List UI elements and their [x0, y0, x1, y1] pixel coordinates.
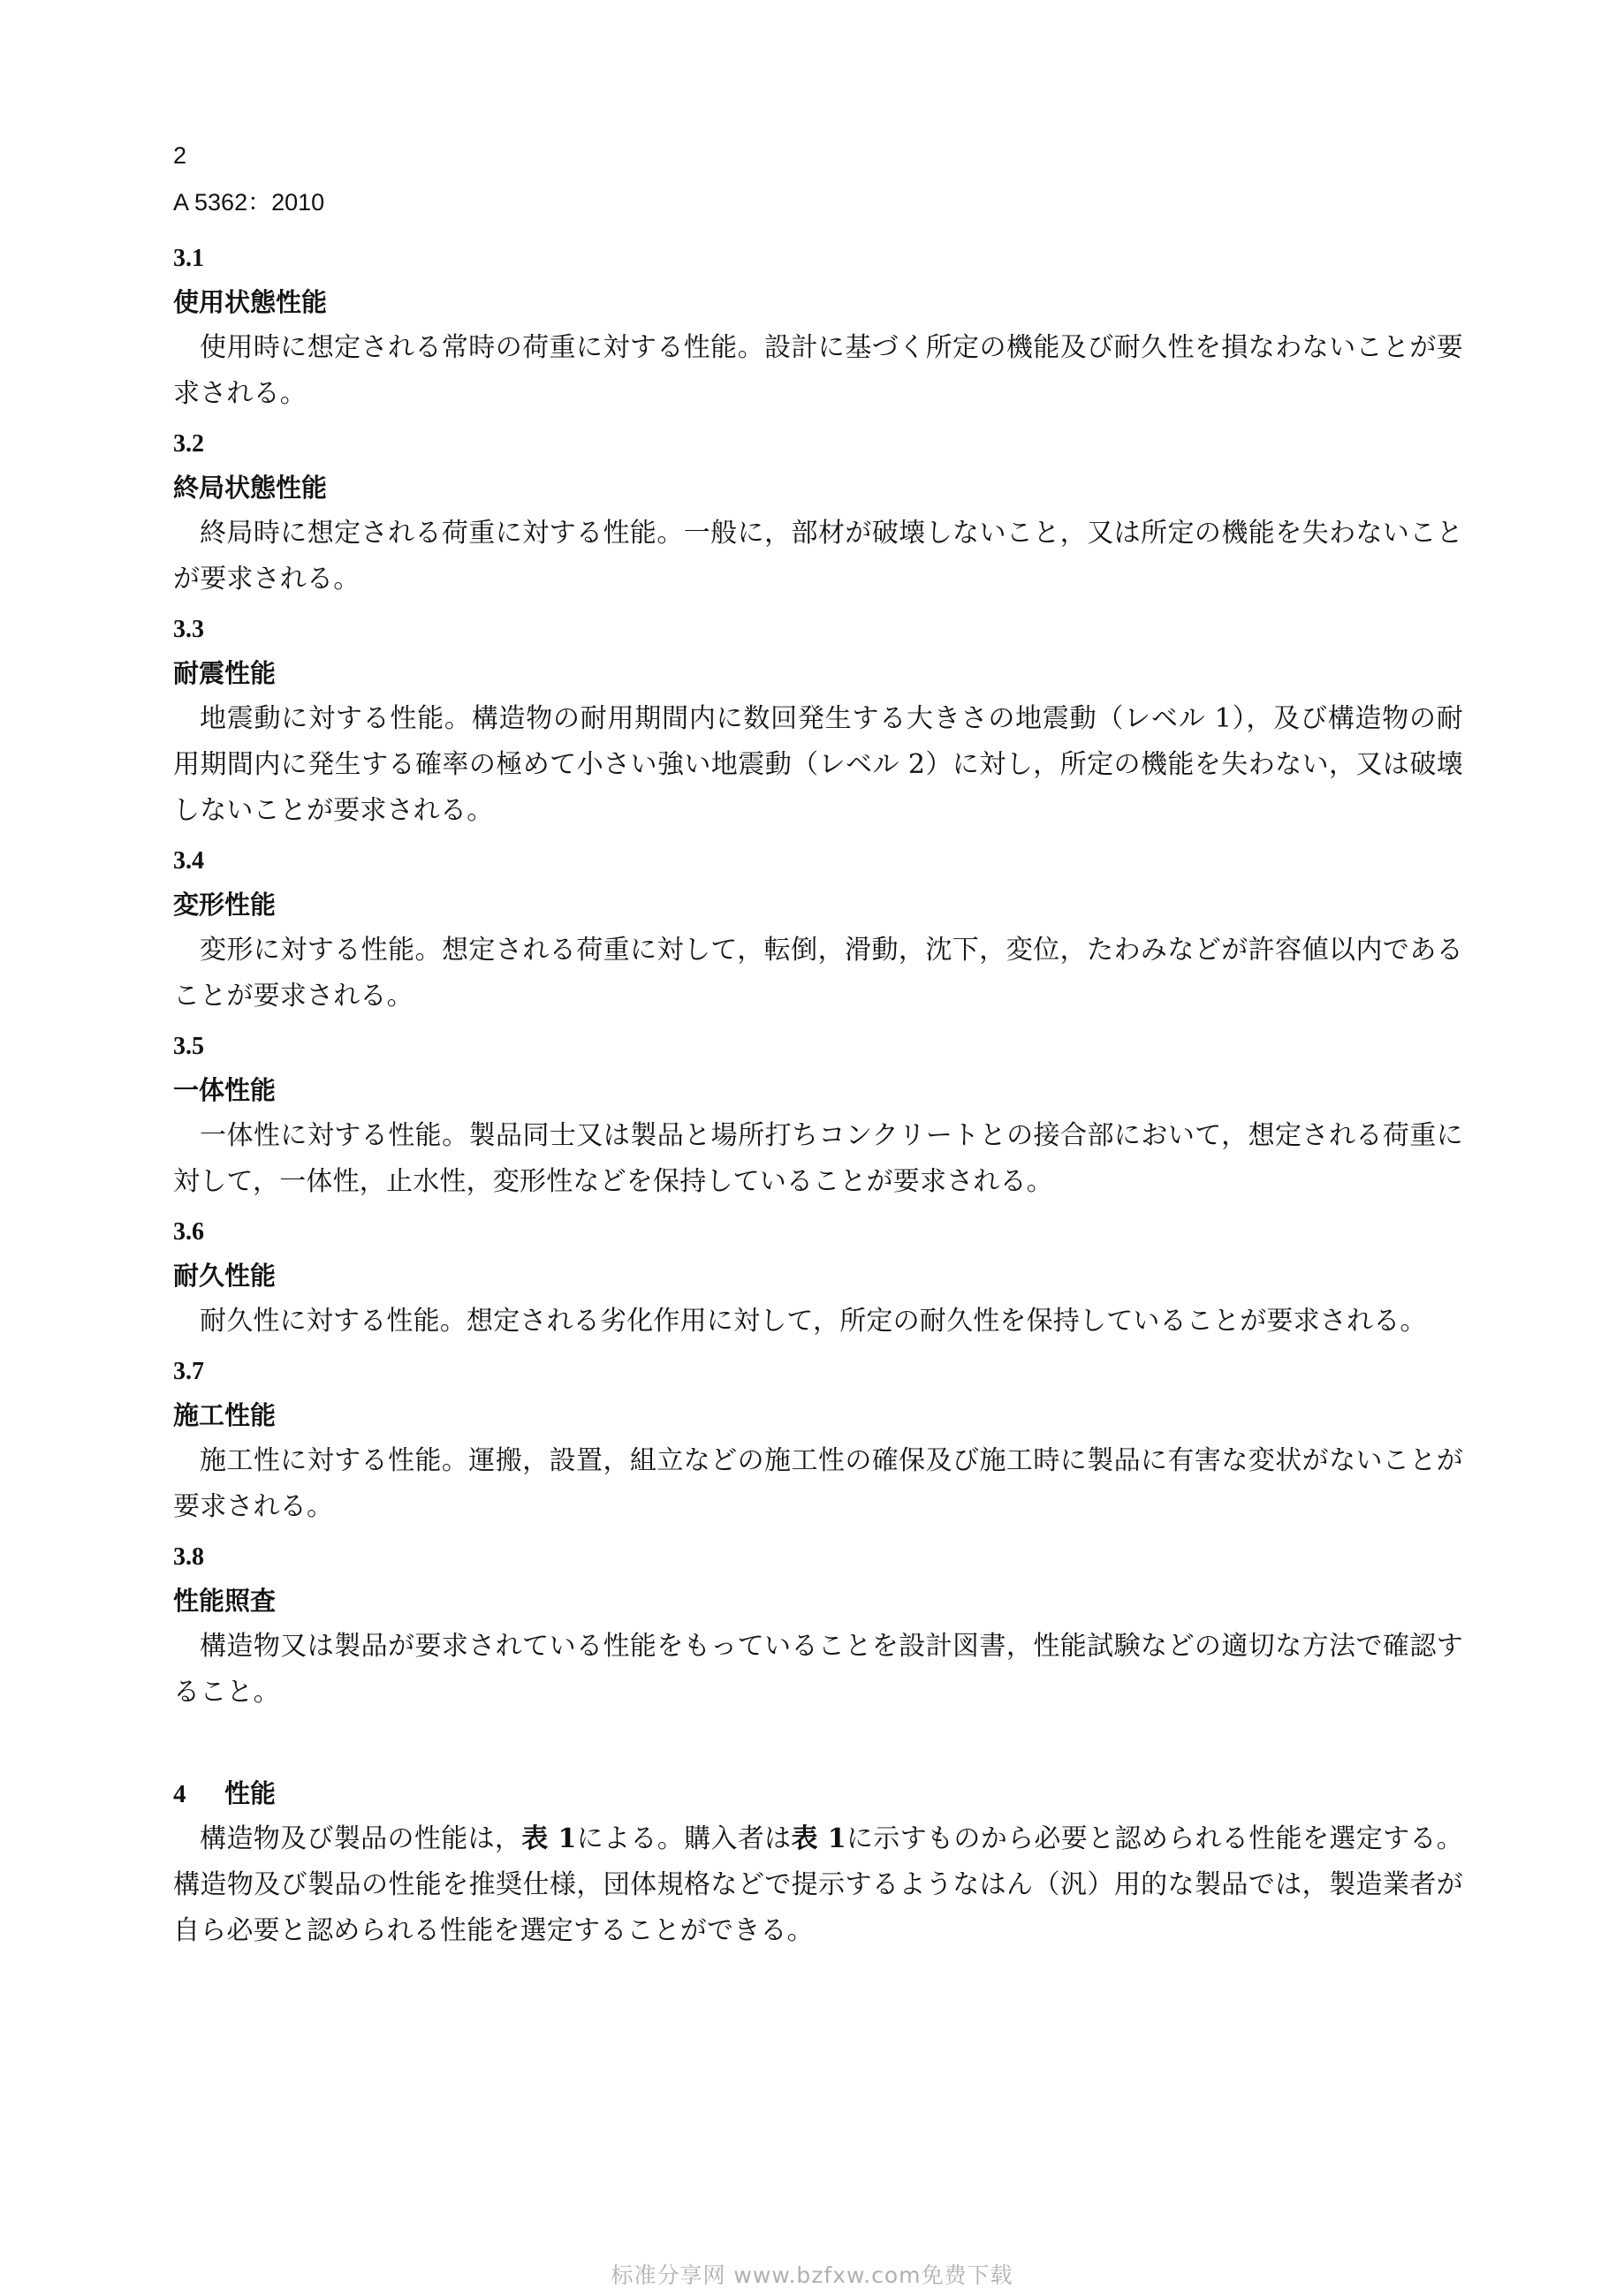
- section-body: 施工性に対する性能。運搬，設置，組立などの施工性の確保及び施工時に製品に有害な変状がないことが要求される。: [173, 1445, 1463, 1522]
- section-number: 3.1: [173, 245, 204, 272]
- clause-body-part2: による。購入者は: [576, 1823, 792, 1854]
- page-header: [173, 133, 324, 226]
- section-number: 3.8: [173, 1543, 204, 1571]
- section-title: 一体性能: [173, 1075, 277, 1105]
- section-title: 性能照査: [173, 1586, 277, 1616]
- clause-title: 性能: [224, 1778, 277, 1808]
- section-body: 使用時に想定される常時の荷重に対する性能。設計に基づく所定の機能及び耐久性を損なわないことが要求される。: [173, 332, 1463, 409]
- page-content: [173, 231, 1463, 1954]
- table-reference: 表 1: [521, 1823, 577, 1854]
- section-number: 3.7: [173, 1358, 204, 1385]
- section-3-5: [173, 1027, 1463, 1205]
- section-number: 3.6: [173, 1218, 204, 1246]
- section-title: 耐震性能: [173, 658, 277, 688]
- clause-body: [173, 1816, 1463, 1954]
- section-number: 3.5: [173, 1033, 204, 1060]
- section-3-2: [173, 424, 1463, 602]
- section-body: 終局時に想定される荷重に対する性能。一般に，部材が破壊しないこと，又は所定の機能を失わないことが要求される。: [173, 518, 1463, 595]
- section-title: 使用状態性能: [173, 287, 328, 317]
- section-3-1: [173, 239, 1463, 417]
- footer-watermark: 标准分享网 www.bzfxw.com免费下载: [611, 2262, 1013, 2288]
- section-3-4: [173, 841, 1463, 1019]
- section-number: 3.3: [173, 616, 204, 643]
- section-3-6: [173, 1212, 1463, 1345]
- section-number: 3.4: [173, 847, 204, 875]
- section-body: 耐久性に対する性能。想定される劣化作用に対して，所定の耐久性を保持していることが要求される。: [200, 1306, 1427, 1337]
- page-number: 2: [173, 142, 187, 169]
- clause-body-part3: に示すものから必要と認められる性能を選定する。構造物及び製品の性能を推奨仕様，団体規格などで提示するようなはん（汎）用的な製品では，製造業者が自ら必要と認められる性能を選定することができる。: [173, 1823, 1463, 1946]
- section-3-7: [173, 1352, 1463, 1530]
- section-title: 施工性能: [173, 1400, 277, 1430]
- table-reference: 表 1: [791, 1823, 846, 1854]
- clause-heading: [173, 1770, 1463, 1816]
- section-number: 3.2: [173, 430, 204, 458]
- section-title: 変形性能: [173, 890, 277, 920]
- clause-4: [173, 1770, 1463, 1954]
- section-title: 終局状態性能: [173, 473, 328, 503]
- clause-number: 4: [173, 1780, 186, 1808]
- section-3-8: [173, 1537, 1463, 1716]
- section-body: 構造物又は製品が要求されている性能をもっていることを設計図書，性能試験などの適切な方法で確認すること。: [173, 1631, 1463, 1708]
- section-body: 変形に対する性能。想定される荷重に対して，転倒，滑動，沈下，変位，たわみなどが許容値以内であることが要求される。: [173, 935, 1463, 1012]
- section-body: 地震動に対する性能。構造物の耐用期間内に数回発生する大きさの地震動（レベル 1），及び構造物の耐用期間内に発生する確率の極めて小さい強い地震動（レベル 2）に対し，所定の機能を失わない，又は破壊しないことが要求される。: [173, 703, 1463, 826]
- standard-code: A 5362：2010: [173, 189, 325, 216]
- clause-body-part1: 構造物及び製品の性能は，: [200, 1823, 522, 1854]
- section-3-3: [173, 610, 1463, 834]
- section-title: 耐久性能: [173, 1261, 277, 1291]
- section-body: 一体性に対する性能。製品同士又は製品と場所打ちコンクリートとの接合部において，想定される荷重に対して，一体性，止水性，変形性などを保持していることが要求される。: [173, 1120, 1463, 1197]
